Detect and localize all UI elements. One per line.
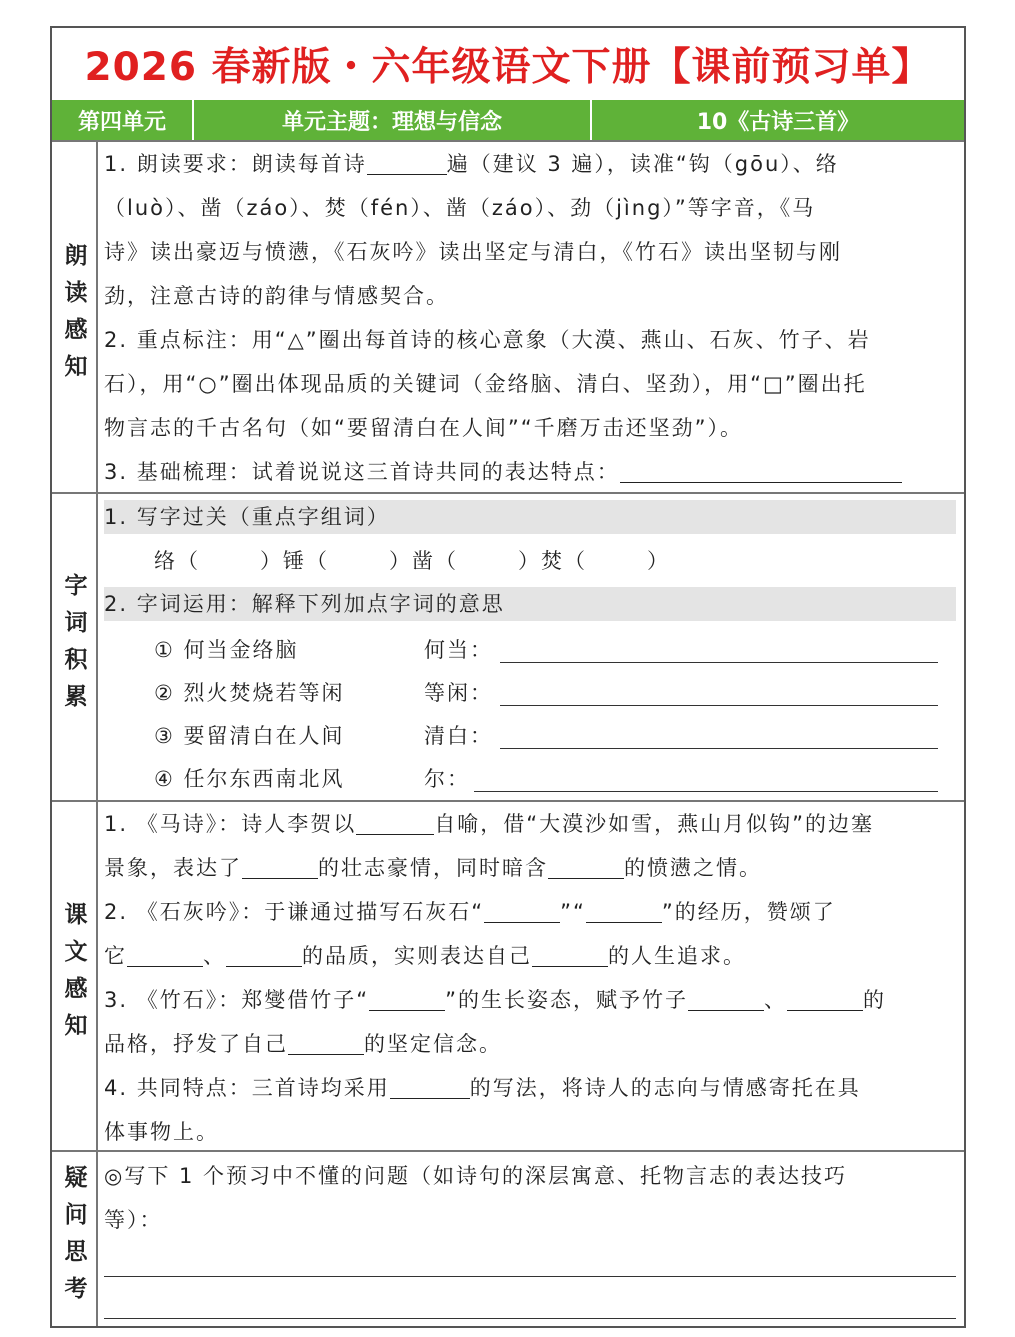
text-seg: ”的经历，赞颂了 bbox=[661, 900, 836, 924]
text-line bbox=[104, 1071, 956, 1105]
text-seg: 的愤懑之情。 bbox=[624, 856, 762, 880]
blank[interactable] bbox=[369, 986, 445, 1011]
answer-line[interactable] bbox=[474, 791, 938, 792]
text-line bbox=[104, 851, 956, 885]
blank[interactable] bbox=[787, 986, 863, 1011]
text-seg: 自喻，借“大漠沙如雪，燕山月似钩”的边塞 bbox=[434, 812, 874, 836]
char-label: ）凿（ bbox=[389, 549, 458, 573]
text-seg: 、 bbox=[203, 944, 226, 968]
text-line: ◎写下 1 个预习中不懂的问题（如诗句的深层寓意、托物言志的表达技巧 bbox=[104, 1164, 848, 1188]
term: 尔： bbox=[424, 767, 470, 791]
phrase: ④ 任尔东西南北风 bbox=[154, 767, 345, 791]
phrase: ① 何当金络脑 bbox=[154, 638, 299, 662]
text-line: 石），用“○”圈出体现品质的关键词（金络脑、清白、坚劲），用“□”圈出托 bbox=[104, 372, 867, 396]
text-seg: 的坚定信念。 bbox=[364, 1032, 502, 1056]
blank[interactable] bbox=[548, 854, 624, 879]
answer-line[interactable] bbox=[500, 662, 938, 663]
char-label: ）焚（ bbox=[518, 549, 587, 573]
text-seg: 3. 基础梳理：试着说说这三首诗共同的表达特点： bbox=[104, 460, 620, 484]
text-seg: 4. 共同特点：三首诗均采用 bbox=[104, 1076, 390, 1100]
blank[interactable] bbox=[356, 810, 434, 835]
header-bar bbox=[52, 100, 964, 140]
subheading: 2. 字词运用：解释下列加点字词的意思 bbox=[104, 587, 956, 621]
answer-line[interactable] bbox=[500, 748, 938, 749]
text-line: 物言志的千古名句（如“要留清白在人间”“千磨万击还坚劲”）。 bbox=[104, 416, 744, 440]
term: 何当： bbox=[424, 638, 493, 662]
blank[interactable] bbox=[390, 1074, 470, 1099]
blank[interactable] bbox=[288, 1030, 364, 1055]
section-content bbox=[104, 802, 956, 1150]
term: 等闲： bbox=[424, 681, 493, 705]
text-line: 2. 重点标注：用“△”圈出每首诗的核心意象（大漠、燕山、石灰、竹子、岩 bbox=[104, 328, 871, 352]
section-label bbox=[52, 494, 98, 800]
blank[interactable] bbox=[226, 942, 302, 967]
text-seg: 的 bbox=[862, 988, 886, 1012]
section-label bbox=[52, 1152, 98, 1326]
section-content bbox=[104, 494, 956, 800]
text-line: 劲，注意古诗的韵律与情感契合。 bbox=[104, 284, 449, 308]
section-reading bbox=[52, 140, 964, 492]
blank[interactable] bbox=[127, 942, 203, 967]
section-label-text: 疑问思考 bbox=[60, 1165, 87, 1313]
section-text-perception bbox=[52, 800, 964, 1150]
text-seg: 景象，表达了 bbox=[104, 856, 242, 880]
answer-blank[interactable] bbox=[620, 458, 902, 483]
blank[interactable] bbox=[367, 150, 447, 175]
section-content bbox=[104, 142, 956, 492]
blank[interactable] bbox=[532, 942, 608, 967]
worksheet bbox=[50, 26, 966, 1328]
section-questions bbox=[52, 1150, 964, 1326]
char-label: ）锤（ bbox=[260, 549, 329, 573]
text-seg: ”“ bbox=[560, 900, 586, 924]
subheading: 1. 写字过关（重点字组词） bbox=[104, 500, 956, 534]
blank[interactable] bbox=[484, 898, 560, 923]
text-line: （luò）、凿（záo）、焚（fén）、凿（záo）、劲（jìng）”等字音，《马 bbox=[104, 196, 816, 220]
text-line bbox=[104, 147, 956, 181]
text-line bbox=[104, 807, 956, 841]
text-line bbox=[104, 455, 956, 489]
section-label bbox=[52, 142, 98, 492]
blank[interactable] bbox=[586, 898, 662, 923]
text-seg: 遍（建议 3 遍），读准“钩（gōu）、络 bbox=[446, 152, 839, 176]
text-seg: 它 bbox=[104, 944, 127, 968]
section-label-text: 字词积累 bbox=[60, 573, 87, 721]
blank[interactable] bbox=[688, 986, 764, 1011]
text-seg: 的人生追求。 bbox=[608, 944, 746, 968]
text-seg: 3. 《竹石》：郑燮借竹子“ bbox=[104, 988, 370, 1012]
text-line: 等）： bbox=[104, 1208, 163, 1232]
text-seg: 的写法，将诗人的志向与情感寄托在具 bbox=[469, 1076, 861, 1100]
blank[interactable] bbox=[242, 854, 318, 879]
section-label bbox=[52, 802, 98, 1150]
char-label: ） bbox=[647, 549, 670, 573]
text-line: 诗》读出豪迈与愤懑，《石灰吟》读出坚定与清白，《竹石》读出坚韧与刚 bbox=[104, 240, 842, 264]
term: 清白： bbox=[424, 724, 493, 748]
char-row bbox=[154, 544, 956, 578]
unit-cell: 第四单元 bbox=[52, 100, 194, 140]
text-seg: 2. 《石灰吟》：于谦通过描写石灰石“ bbox=[104, 900, 485, 924]
text-line bbox=[104, 939, 956, 973]
section-label-text: 朗读感知 bbox=[60, 243, 87, 391]
text-seg: 的品质，实则表达自己 bbox=[302, 944, 532, 968]
text-line bbox=[104, 895, 956, 929]
section-label-text: 课文感知 bbox=[60, 902, 87, 1050]
lesson-cell: 10《古诗三首》 bbox=[696, 109, 860, 135]
theme-cell: 单元主题：理想与信念 bbox=[194, 100, 592, 140]
text-seg: 1. 朗读要求：朗读每首诗 bbox=[104, 152, 367, 176]
answer-line[interactable] bbox=[500, 705, 938, 706]
page-title: 2026 春新版・六年级语文下册【课前预习单】 bbox=[84, 45, 932, 90]
text-seg: 、 bbox=[763, 988, 787, 1012]
text-seg: 的壮志豪情，同时暗含 bbox=[318, 856, 548, 880]
phrase: ③ 要留清白在人间 bbox=[154, 724, 345, 748]
text-line bbox=[104, 1027, 956, 1061]
char-label: 络（ bbox=[154, 549, 200, 573]
text-line bbox=[104, 983, 956, 1017]
text-seg: 品格，抒发了自己 bbox=[104, 1032, 288, 1056]
text-line: 体事物上。 bbox=[104, 1120, 219, 1144]
answer-line[interactable] bbox=[104, 1276, 956, 1277]
phrase: ② 烈火焚烧若等闲 bbox=[154, 681, 345, 705]
section-content bbox=[104, 1152, 956, 1326]
text-seg: 1. 《马诗》：诗人李贺以 bbox=[104, 812, 357, 836]
text-seg: ”的生长姿态，赋予竹子 bbox=[445, 988, 688, 1012]
section-vocabulary bbox=[52, 492, 964, 800]
answer-line[interactable] bbox=[104, 1318, 956, 1319]
